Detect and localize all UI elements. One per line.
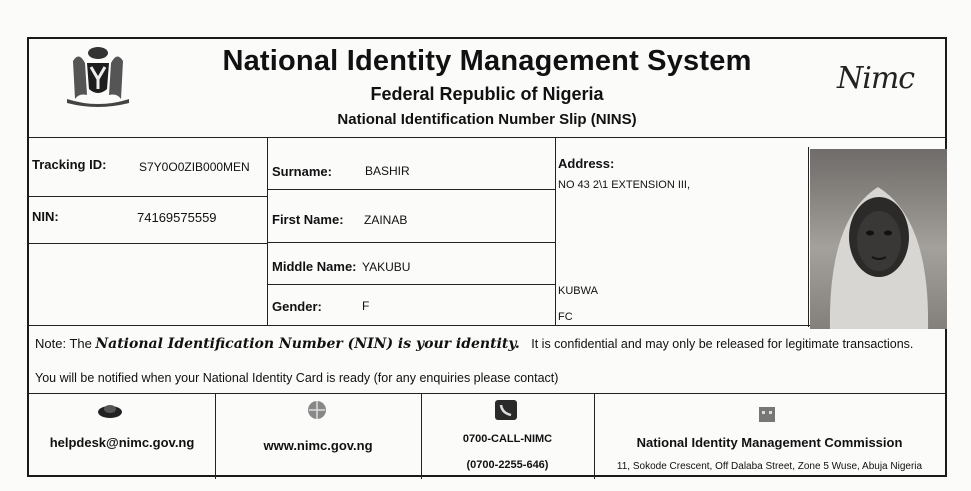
address-label: Address: <box>558 156 615 171</box>
gender-label: Gender: <box>272 299 322 314</box>
middle-name-value: YAKUBU <box>362 260 411 274</box>
tracking-id-value: S7Y0O0ZIB000MEN <box>139 160 250 174</box>
surname-value: BASHIR <box>365 164 410 178</box>
nin-slip <box>27 37 947 477</box>
phone-number-digits[interactable]: (0700-2255-646) <box>466 459 549 471</box>
globe-icon <box>305 399 329 426</box>
nin-value: 74169575559 <box>137 210 217 225</box>
note-line-2: You will be notified when your National Identity Card is ready (for any enquiries please contact) <box>35 371 559 385</box>
tracking-id-label: Tracking ID: <box>32 157 107 172</box>
note-suffix: It is confidential and may only be released for legitimate transactions. <box>531 337 914 351</box>
page-title: National Identity Management System <box>222 45 752 77</box>
first-name-label: First Name: <box>272 212 344 227</box>
first-name-value: ZAINAB <box>364 213 408 227</box>
email-icon <box>97 403 123 424</box>
phone-icon <box>494 399 518 426</box>
surname-label: Surname: <box>272 164 332 179</box>
gender-value: F <box>362 299 370 313</box>
phone-number[interactable]: 0700-CALL-NIMC <box>462 433 553 445</box>
commission-name: National Identity Management Commission <box>636 435 903 450</box>
nin-label: NIN: <box>32 209 59 224</box>
note-line-1 <box>35 336 913 352</box>
nimc-logo <box>837 61 917 105</box>
commission-address: 11, Sokode Crescent, Off Dalaba Street, Zone 5 Wuse, Abuja Nigeria <box>616 461 923 472</box>
country-subtitle: Federal Republic of Nigeria <box>370 84 604 104</box>
holder-photo <box>810 149 947 329</box>
commission-cell <box>594 393 945 479</box>
note-emphasis: National Identification Number (NIN) is your identity. <box>95 336 520 352</box>
email-cell <box>29 393 215 479</box>
website-link[interactable]: www.nimc.gov.ng <box>263 438 373 453</box>
address-line-1: NO 43 2\1 EXTENSION III, <box>558 179 691 191</box>
address-line-3: FC <box>558 311 573 323</box>
middle-name-label: Middle Name: <box>272 259 357 274</box>
building-icon <box>757 403 777 428</box>
note-prefix: Note: The <box>35 336 92 351</box>
helpdesk-email[interactable]: helpdesk@nimc.gov.ng <box>49 435 195 450</box>
nimc-logo-text: Nimc <box>837 61 915 96</box>
slip-title: National Identification Number Slip (NINS) <box>337 111 637 128</box>
address-line-2: KUBWA <box>558 285 598 297</box>
website-cell <box>215 393 421 479</box>
phone-cell <box>421 393 594 479</box>
